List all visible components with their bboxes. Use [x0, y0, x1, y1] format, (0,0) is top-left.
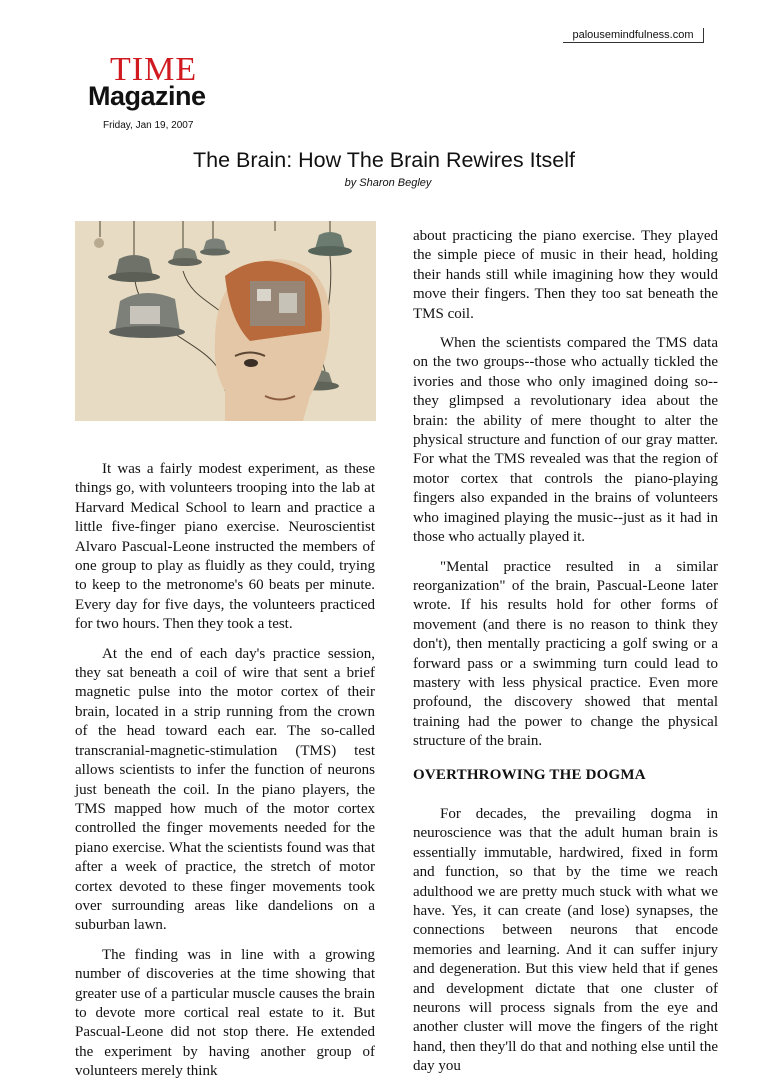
time-magazine-logo	[88, 53, 238, 115]
section-heading: OVERTHROWING THE DOGMA	[413, 766, 646, 783]
article-paragraph: When the scientists compared the TMS data on the two groups--those who actually tickled the ivories and those who only imagined doing so--they glimpsed a revolutionary idea about the brain: the ability of mere thought to alter the physical structure and function of our gray matter. For what the TMS revealed was that the region of motor cortex that controls the piano-playing fingers also expanded in the brains of volunteers who imagined playing the music--just as it had in those who actually played it.	[413, 335, 718, 546]
source-url-label: palousemindfulness.com	[563, 28, 704, 43]
article-paragraph: For decades, the prevailing dogma in neuroscience was that the adult human brain is essentially immutable, hardwired, fixed in form and function, so that by the time we reach adulthood we are pretty much stuck with what we have. Yes, it can create (and lose) synapses, the connections between neurons that encode memories and learning. And it can suffer injury and degeneration. But this view held that if genes and development dictate that one cluster of neurons will process signals from the eye and another cluster will move the fingers of the right hand, then they'll do that and nothing else until the day you	[413, 805, 718, 1075]
article-paragraph: It was a fairly modest experiment, as these things go, with volunteers trooping into the lab at Harvard Medical School to learn and practice a little five-finger piano exercise. Neuroscientist Alvaro Pascual-Leone instructed the members of one group to play as fluidly as they could, trying to keep to the metronome's 60 beats per minute. Every day for five days, the volunteers practiced for two hours. Then they took a test.	[75, 461, 375, 633]
logo-time-text: TIME	[110, 51, 198, 88]
brain-illustration	[75, 221, 376, 421]
article-title: The Brain: How The Brain Rewires Itself	[193, 148, 575, 172]
article-column-left	[75, 460, 375, 1092]
article-paragraph: At the end of each day's practice session, they sat beneath a coil of wire that sent a brief magnetic pulse into the motor cortex of their brain, located in a strip running from the crown of the head toward each ear. The so-called transcranial-magnetic-stimulation (TMS) test allows scientists to infer the function of neurons just beneath the coil. In the piano players, the TMS mapped how much of the motor cortex controlled the finger movements needed for the piano exercise. What the scientists found was that after a week of practice, the stretch of motor cortex devoted to these finger movements took over surrounding areas like dandelions on a suburban lawn.	[75, 645, 375, 934]
article-column-right	[413, 227, 718, 1087]
publication-date: Friday, Jan 19, 2007	[103, 120, 194, 131]
article-paragraph: The finding was in line with a growing number of discoveries at the time showing that greater use of a particular muscle causes the brain to devote more cortical real estate to it. But Pascual-Leone did not stop there. He extended the experiment by having another group of volunteers merely think	[75, 946, 375, 1080]
article-paragraph: "Mental practice resulted in a similar reorganization" of the brain, Pascual-Leone later wrote. If his results hold for other forms of movement (and there is no reason to think they don't), then mentally practicing a golf swing or a forward pass or a swimming turn could lead to mastery with less physical practice. Even more profound, the discovery showed that mental training had the power to change the physical structure of the brain.	[413, 558, 718, 750]
article-byline: by Sharon Begley	[344, 177, 432, 189]
article-paragraph-continued: about practicing the piano exercise. They played the simple piece of music in their head, holding their hands still while imagining how they would move their fingers. Then they too sat beneath the TMS coil.	[413, 228, 718, 322]
bulb-icon	[94, 238, 104, 248]
logo-magazine-text: Magazine	[88, 81, 206, 111]
